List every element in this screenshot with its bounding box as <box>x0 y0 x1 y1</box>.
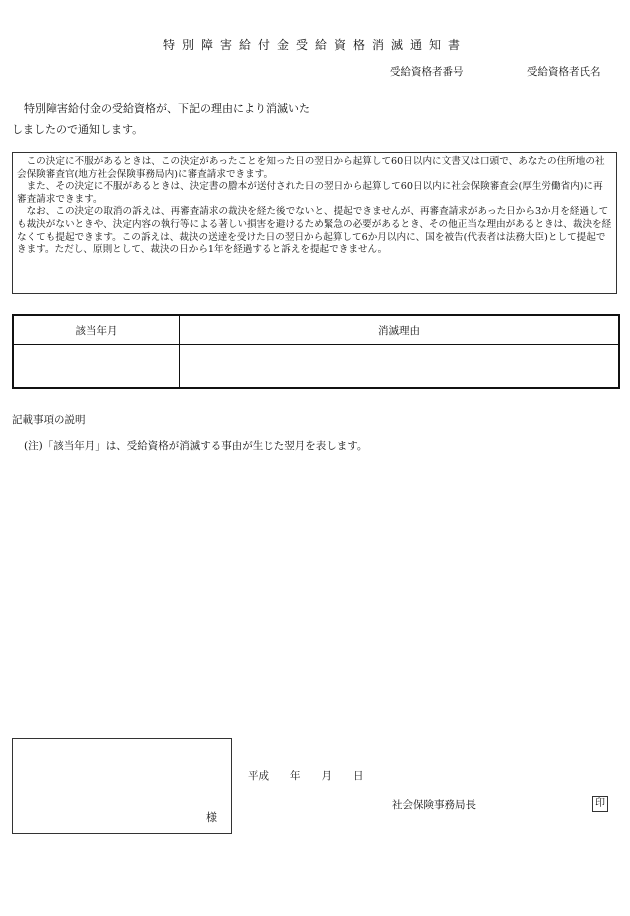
reason-table-header-row <box>13 315 619 345</box>
seal-mark: 印 <box>592 796 608 812</box>
reason-table-row <box>13 345 619 389</box>
recipient-name-label: 受給資格者氏名 <box>527 66 601 78</box>
intro-line-1: 特別障害給付金の受給資格が、下記の理由により消滅いた <box>24 102 310 115</box>
recipient-honorific: 様 <box>206 811 217 824</box>
recipient-address-box <box>12 738 232 834</box>
explanation-heading: 記載事項の説明 <box>12 414 86 426</box>
intro-text <box>12 98 342 140</box>
notice-paragraph-3: なお、この決定の取消の訴えは、再審査請求の裁決を経た後でないと、提起できませんが、再審査請求があった日から3か月を経過しても裁決がないときや、決定内容の執行等による著しい損害を避けるため緊急の必要があるとき、その他正当な理由があるときは、裁決を経なくても提起できます。この訴えは、裁決の送達を受けた日の翌日から起算して6か月以内に、国を被告(代表者は法務大臣)として提起できます。ただし、原則として、裁決の日から1年を経過すると訴えを提起できません。 <box>17 206 612 256</box>
recipient-number-label: 受給資格者番号 <box>390 66 464 78</box>
issue-date: 平成 年 月 日 <box>248 770 364 782</box>
reason-cell <box>180 345 620 389</box>
notice-paragraph-2: また、その決定に不服があるときは、決定書の謄本が送付された日の翌日から起算して60日以内に社会保険審査会(厚生労働省内)に再審査請求できます。 <box>17 181 603 205</box>
appeal-notice-box <box>12 152 617 294</box>
document-title: 特別障害給付金受給資格消滅通知書 <box>162 38 467 52</box>
reason-table <box>12 314 620 389</box>
issuer-title: 社会保険事務局長 <box>392 799 476 811</box>
explanation-note: (注)「該当年月」は、受給資格が消滅する事由が生じた翌月を表します。 <box>24 440 368 452</box>
column-header-month: 該当年月 <box>13 315 180 345</box>
intro-line-2: しましたので通知します。 <box>12 123 144 136</box>
notice-paragraph-1: この決定に不服があるときは、この決定があったことを知った日の翌日から起算して60日以内に文書又は口頭で、あなたの住所地の社会保険審査官(地方社会保険事務局内)に審査請求できます。 <box>17 156 605 180</box>
column-header-reason: 消滅理由 <box>180 315 620 345</box>
month-cell <box>13 345 180 389</box>
